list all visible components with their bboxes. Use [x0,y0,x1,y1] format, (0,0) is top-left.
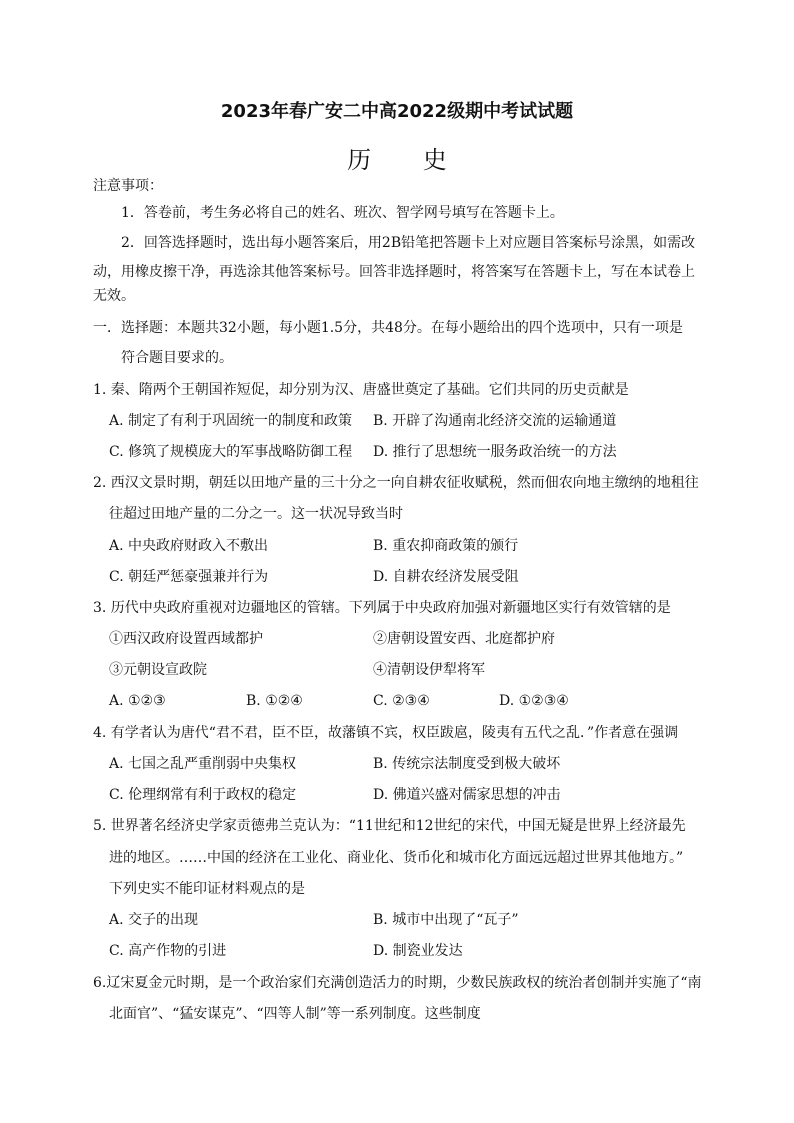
question-4-option-d[interactable]: D. 佛道兴盛对儒家思想的冲击 [373,787,561,803]
notice-2-cont: 动，用橡皮擦干净，再选涂其他答案标号。回答非选择题时，将答案写在答题卡上，写在本试卷上 [93,264,695,280]
notice-2-end: 无效。 [93,288,135,304]
question-4-stem: 4. 有学者认为唐代“君不君，臣不臣，故藩镇不宾，权臣跋扈，陵夷有五代之乱．”作者意在强调 [93,725,679,741]
question-2-stem-line-1: 2. 西汉文景时期，朝廷以田地产量的三十分之一向自耕农征收赋税，然而佃农向地主缴纳的地租往 [93,475,699,491]
question-1-option-c[interactable]: C. 修筑了规模庞大的军事战略防御工程 [109,444,353,460]
question-2-option-a[interactable]: A. 中央政府财政入不敷出 [109,538,269,554]
question-5-stem-line-2: 进的地区。……中国的经济在工业化、商业化、货币化和城市化方面远远超过世界其他地方。” [109,850,684,866]
question-3-item-3: ③元朝设宣政院 [109,662,207,678]
question-5-option-a[interactable]: A. 交子的出现 [109,912,199,928]
question-1-stem: 1. 秦、隋两个王朝国祚短促，却分别为汉、唐盛世奠定了基础。它们共同的历史贡献是 [93,382,629,398]
notice-2: 2．回答选择题时，选出每小题答案后，用2B铅笔把答题卡上对应题目答案标号涂黑，如需改 [121,235,696,251]
section-heading: 一．选择题：本题共32小题，每小题1.5分，共48分。在每小题给出的四个选项中，只有一项是 [93,320,683,336]
question-2-option-c[interactable]: C. 朝廷严惩豪强兼并行为 [109,569,269,585]
question-6-stem-line-1: 6.辽宋夏金元时期，是一个政治家们充满创造活力的时期，少数民族政权的统治者创制并实施了“南 [93,975,702,991]
question-3-option-b[interactable]: B. ①②④ [246,693,303,709]
question-5-option-d[interactable]: D. 制瓷业发达 [373,943,463,959]
notice-1: 1．答卷前，考生务必将自己的姓名、班次、智学网号填写在答题卡上。 [121,205,564,221]
question-5-option-b[interactable]: B. 城市中出现了“瓦子” [373,912,519,928]
question-4-option-b[interactable]: B. 传统宗法制度受到极大破坏 [373,756,561,772]
subject-heading: 历 史 [347,146,469,174]
question-5-stem-line-1: 5. 世界著名经济史学家贡德弗兰克认为：“11世纪和12世纪的宋代，中国无疑是世界上经济最先 [93,818,686,834]
question-3-item-4: ④清朝设伊犁将军 [373,662,485,678]
question-3-option-a[interactable]: A. ①②③ [109,693,166,709]
question-4-option-a[interactable]: A. 七国之乱严重削弱中央集权 [109,756,297,772]
question-3-item-1: ①西汉政府设置西域都护 [109,631,263,647]
question-1-option-b[interactable]: B. 开辟了沟通南北经济交流的运输通道 [373,413,617,429]
question-2-stem-line-2: 往超过田地产量的二分之一。这一状况导致当时 [109,506,403,522]
question-3-stem: 3. 历代中央政府重视对边疆地区的管辖。下列属于中央政府加强对新疆地区实行有效管辖的是 [93,600,671,616]
question-2-option-b[interactable]: B. 重农抑商政策的颁行 [373,538,519,554]
notice-heading: 注意事项： [93,178,163,194]
question-5-stem-line-3: 下列史实不能印证材料观点的是 [109,881,305,897]
question-3-item-2: ②唐朝设置安西、北庭都护府 [373,631,555,647]
question-3-option-c[interactable]: C. ②③④ [373,693,430,709]
question-6-stem-line-2: 北面官”、“猛安谋克”、“四等人制”等一系列制度。这些制度 [109,1006,481,1022]
section-heading-cont: 符合题目要求的。 [121,350,233,366]
question-4-option-c[interactable]: C. 伦理纲常有利于政权的稳定 [109,787,297,803]
question-1-option-a[interactable]: A. 制定了有利于巩固统一的制度和政策 [109,413,353,429]
exam-title: 2023年春广安二中高2022级期中考试试题 [220,101,574,122]
question-1-option-d[interactable]: D. 推行了思想统一服务政治统一的方法 [373,444,617,460]
question-3-option-d[interactable]: D. ①②③④ [499,693,569,709]
question-2-option-d[interactable]: D. 自耕农经济发展受阻 [373,569,519,585]
question-5-option-c[interactable]: C. 高产作物的引进 [109,943,227,959]
